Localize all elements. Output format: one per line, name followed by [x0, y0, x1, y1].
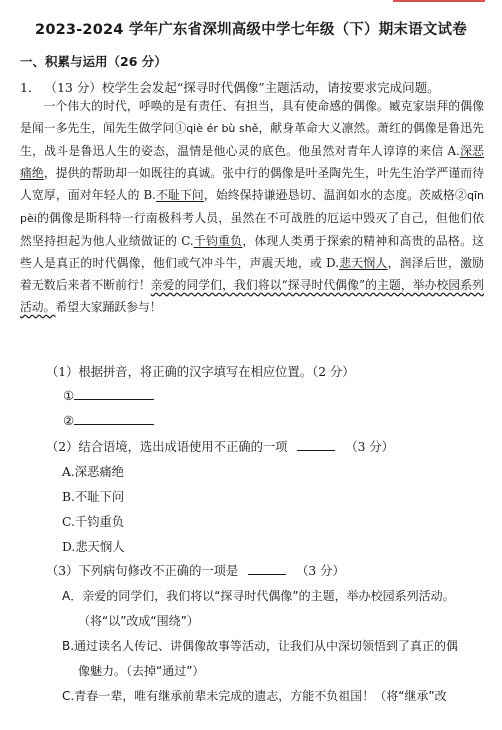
q3-option-a-line2: （将“以”改成“围绕”）	[78, 614, 199, 628]
passage-text: 的偶像是斯科特一行南极科考人员，虽然在不可战胜的厄运中毁灭了自己，但他们依然坚持担起为他人业绩做证的	[20, 211, 484, 248]
blank-line-1[interactable]	[74, 387, 154, 400]
question-number: 1．	[20, 80, 41, 95]
option-a: A.深恶痛绝	[62, 465, 124, 479]
subquestion-2-score: （3 分）	[345, 440, 394, 454]
blank-marker-1: ①	[63, 389, 75, 403]
passage-text: ，体现人类勇于探索的精神和高贵的品格。这些人是真正的时代偶像，他们或气冲斗牛，声震天地，或	[20, 234, 484, 270]
question-header	[20, 78, 440, 96]
option-b: B.不耻下问	[62, 490, 125, 504]
idiom-label-a: A.	[447, 144, 460, 158]
passage-text: ，润泽后世，激励着无数后来者不断前行！	[20, 256, 484, 292]
answer-blank-3[interactable]	[297, 438, 335, 451]
q3-option-c-line1: C.青春一辈，唯有继承前辈未完成的遗志，方能不负祖国！（将“继承”改	[62, 689, 447, 703]
passage-paragraph	[20, 95, 484, 318]
q3-option-a-line1: A．亲爱的同学们，我们将以“探寻时代偶像”的主题，举办校园系列活动。	[62, 589, 455, 603]
passage-text: 一个伟大的时代，呼唤的是有责任、有担当，具有使命感的偶像。臧克家崇拜的偶像是闻一多先生，闻先生做学问①	[20, 99, 484, 135]
top-accent-line	[393, 0, 485, 2]
idiom-label-c: C.	[181, 234, 194, 248]
passage-text: ，提供的帮助却一如既往的真诚。张中行的偶像是叶圣陶先生，叶先生治学严谨而待人宽厚，面对年轻人的	[20, 166, 484, 202]
reading-passage	[20, 95, 484, 318]
subquestion-1-prompt: （1）根据拼音，将正确的汉字填写在相应位置。（2 分）	[46, 365, 355, 379]
idiom-b: 不耻下问	[155, 188, 204, 202]
subquestion-3-prompt: （3）下列病句修改不正确的一项是	[46, 564, 239, 578]
subquestion-2-prompt: （2）结合语境，选出成语使用不正确的一项	[46, 440, 288, 454]
idiom-a: 深恶痛绝	[20, 144, 484, 180]
answer-blank-2	[63, 412, 154, 428]
faulty-sentence: 亲爱的同学们，我们将以“探寻时代偶像”的主题，举办校园系列活动。	[20, 278, 484, 314]
idiom-c: 千钧重负	[193, 234, 243, 248]
question-score: （13 分）	[44, 80, 102, 95]
q3-option-b-line2: 像魅力。（去掉“通过”）	[78, 664, 205, 678]
passage-text: 希望大家踊跃参与！	[55, 300, 162, 314]
subquestion-2-header	[46, 437, 394, 455]
question-prompt: 校学生会发起“探寻时代偶像”主题活动，请按要求完成问题。	[101, 80, 440, 95]
section-heading: 一、积累与运用（26 分）	[20, 54, 167, 69]
pinyin-one: qiè ér bù shě	[186, 122, 259, 135]
answer-blank-1	[63, 387, 154, 403]
idiom-label-b: B.	[143, 188, 156, 202]
q3-option-b-line1: B.通过读名人传记、讲偶像故事等活动，让我们从中深切领悟到了真正的偶	[62, 639, 459, 653]
subquestion-3-header	[46, 561, 345, 579]
answer-blank-4[interactable]	[248, 562, 286, 575]
subquestion-3-score: （3 分）	[296, 564, 345, 578]
option-c: C.千钧重负	[62, 515, 125, 529]
passage-text: ，献身革命大义凛然。萧红的偶像是鲁迅先生，战斗是鲁迅人生的姿态，温情是他心灵的底色。他虽然对青年人谆谆的来信	[20, 121, 484, 158]
pinyin-two: qīn pèi	[20, 189, 484, 225]
idiom-label-d: D.	[326, 256, 339, 270]
page-title: 2023-2024 学年广东省深圳高级中学七年级（下）期末语文试卷	[35, 22, 467, 38]
blank-line-2[interactable]	[74, 412, 154, 425]
idiom-d: 悲天悯人	[338, 256, 388, 270]
option-d: D.悲天悯人	[62, 540, 125, 554]
passage-text: ，始终保持谦逊恳切、温润如水的态度。茨威格②	[203, 188, 467, 202]
blank-marker-2: ②	[63, 414, 75, 428]
